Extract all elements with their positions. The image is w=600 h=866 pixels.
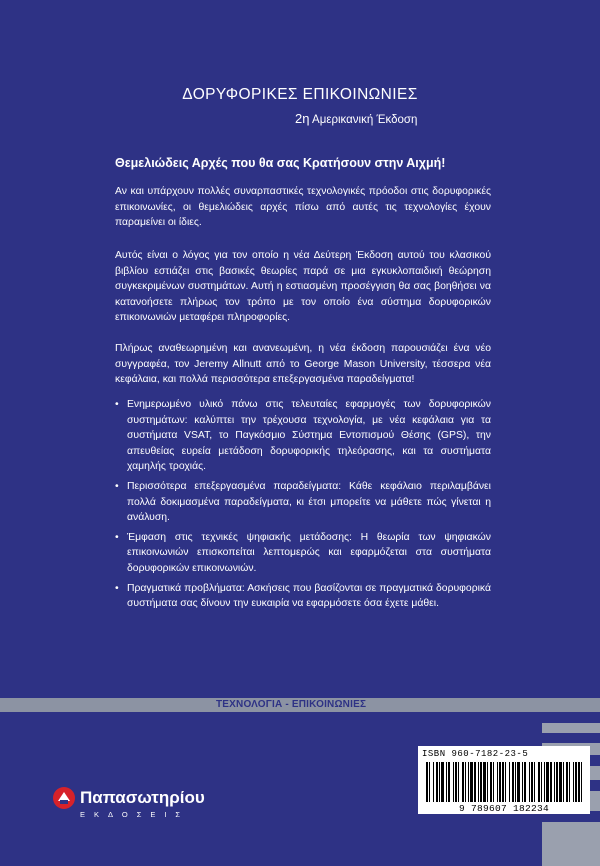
barcode-bar (575, 762, 577, 802)
barcode-bar (541, 762, 542, 802)
barcode-bar (470, 762, 473, 802)
barcode-bar (441, 762, 444, 802)
barcode-bar (563, 762, 564, 802)
barcode-number: 9 789607 182234 (458, 803, 549, 814)
barcode-bar (468, 762, 469, 802)
paragraph-intro: Αν και υπάρχουν πολλές συναρπαστικές τεχνολογικές πρόοδοι στις δορυφορικές επικοινωνίες, οι θεμελιώδεις αρχές πίσω από αυτές τις τεχνολογίες έχουν παραμείνει οι ίδιες. (115, 186, 491, 229)
barcode-bar (569, 762, 570, 802)
barcode-bar (556, 762, 558, 802)
barcode-bar (493, 762, 494, 802)
barcode-bar (483, 762, 486, 802)
paragraph-focus: Αυτός είναι ο λόγος για τον οποίο η νέα Δεύτερη Έκδοση αυτού του κλασικού βιβλίου εστιάζει στις βασικές θεωρίες παρά σε μια εγκυκλοπαιδική θεώρηση συγκεκριμένων συστημάτων. Αυτή η εστιασμένη προσέγγιση θα σας βοηθήσει να κατανοήσετε πλήρως τον τρόπο με τον οποίο ένα σύστημα δορυφορικών επικοινωνιών μεταφέρει πληροφορίες. (115, 250, 491, 324)
barcode-bar (502, 762, 504, 802)
barcode-bar (538, 762, 540, 802)
barcode-bar (522, 762, 523, 802)
barcode-bar (487, 762, 488, 802)
barcode-bar (490, 762, 492, 802)
barcode-bar (439, 762, 440, 802)
publisher-logo-icon (52, 786, 76, 810)
feature-item: • Πραγματικά προβλήματα: Ασκήσεις που βασίζονται σε πραγματικά δορυφορικά συστήματα σας δίνουν την ευκαιρία να εφαρμόσετε όσα έχετε μάθει. (115, 581, 491, 612)
barcode-bar (505, 762, 506, 802)
barcode-bar (517, 762, 520, 802)
barcode-bar (512, 762, 514, 802)
barcode-bar (478, 762, 479, 802)
barcode-bar (474, 762, 476, 802)
decorative-stripe (542, 822, 600, 866)
barcode-bar (462, 762, 464, 802)
barcode-bar (509, 762, 510, 802)
paragraph-revised: Πλήρως αναθεωρημένη και ανανεωμένη, η νέα έκδοση παρουσιάζει ένα νέο συγγραφέα, τον Jeremy Allnutt από το George Mason University, τέσσερα νέα κεφάλαια, και πολλά περισσότερα επεξεργασμένα παραδείγματα! (115, 343, 491, 386)
barcode-bar (446, 762, 447, 802)
barcode-bar (531, 762, 533, 802)
feature-item: • Ενημερωμένο υλικό πάνω στις τελευταίες εφαρμογές των δορυφορικών συστημάτων: καλύπτει την τρέχουσα τεχνολογία, με νέα κεφάλαια για τα συστήματα VSAT, το Παγκόσμιο Σύστημα Εντοπισμού Θέσης (GPS), την απευθείας ευρεία μετάδοση δορυφορικής τηλεόρασης, και τα συστήματα χαμηλής τροχιάς. (115, 397, 491, 475)
feature-item: • Έμφαση στις τεχνικές ψηφιακής μετάδοσης: Η θεωρία των ψηφιακών επικοινωνιών επισκοπείται λεπτομερώς και εφαρμόζεται στα συστήματα δορυφορικών επικοινωνιών. (115, 530, 491, 577)
barcode-bar (436, 762, 438, 802)
barcode-bar (429, 762, 430, 802)
barcode-bar (480, 762, 482, 802)
barcode-bar (566, 762, 568, 802)
publisher-subtitle: ΕΚΔΟΣΕΙΣ (80, 810, 190, 819)
isbn-text: ISBN 960-7182-23-5 (422, 749, 529, 759)
headline: Θεμελιώδεις Αρχές που θα σας Κρατήσουν στην Αιχμή! (115, 156, 446, 170)
barcode-bar (426, 762, 428, 802)
barcode-bar (581, 762, 582, 802)
barcode-bar (546, 762, 549, 802)
barcode-bar (534, 762, 535, 802)
barcode-bar (524, 762, 526, 802)
barcode-bar (544, 762, 545, 802)
edition-text: Αμερικανική Έκδοση (312, 114, 418, 126)
barcode-bar (573, 762, 574, 802)
barcode-bar (465, 762, 466, 802)
edition-label (295, 111, 417, 126)
category-label: ΤΕΧΝΟΛΟΓΙΑ - ΕΠΙΚΟΙΝΩΝΙΕΣ (216, 699, 367, 710)
barcode-bar (554, 762, 555, 802)
barcode-bar (499, 762, 501, 802)
barcode-bar (433, 762, 434, 802)
barcode-icon (422, 762, 586, 802)
barcode-bar (497, 762, 498, 802)
decorative-stripe (542, 723, 600, 733)
barcode-bar (448, 762, 450, 802)
book-title: ΔΟΡΥΦΟΡΙΚΕΣ ΕΠΙΚΟΙΝΩΝΙΕΣ (182, 86, 418, 103)
feature-list (115, 397, 491, 616)
feature-item: • Περισσότερα επεξεργασμένα παραδείγματα: Κάθε κεφάλαιο περιλαμβάνει πολλά δοκιμασμένα παραδείγματα, κι έτσι μπορείτε να μάθετε πώς γίνεται η ανάλυση. (115, 479, 491, 526)
barcode-bar (529, 762, 530, 802)
barcode-bar (515, 762, 516, 802)
edition-number: 2η (295, 111, 310, 126)
barcode-bar (559, 762, 562, 802)
barcode-bar (458, 762, 459, 802)
barcode-bar (550, 762, 552, 802)
barcode-bar (455, 762, 457, 802)
publisher-name: Παπασωτηρίου (80, 788, 205, 807)
barcode-bar (578, 762, 580, 802)
barcode-bar (453, 762, 454, 802)
